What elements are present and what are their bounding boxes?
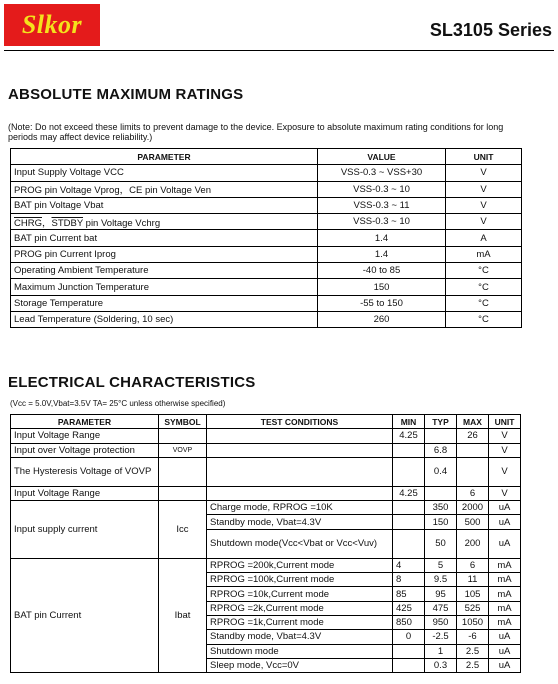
table-row bbox=[11, 263, 522, 279]
table-row bbox=[11, 230, 522, 246]
cell-max: 105 bbox=[457, 587, 489, 601]
cell-value: VSS-0.3 ~ 10 bbox=[318, 181, 446, 197]
cell-symbol bbox=[159, 457, 207, 486]
table-header-row bbox=[11, 149, 522, 165]
cell-test: Charge mode, RPROG =10K bbox=[207, 501, 393, 515]
table-header-row bbox=[11, 415, 521, 429]
cell-typ: 0.4 bbox=[425, 457, 457, 486]
cell-test: RPROG =2k,Current mode bbox=[207, 601, 393, 615]
cell-typ: 950 bbox=[425, 615, 457, 629]
cell-unit: mA bbox=[489, 558, 521, 572]
cell-unit: uA bbox=[489, 529, 521, 558]
cell-typ: 50 bbox=[425, 529, 457, 558]
cell-test bbox=[207, 486, 393, 500]
cell-unit: mA bbox=[489, 615, 521, 629]
cell-unit: V bbox=[489, 429, 521, 443]
cell-unit: V bbox=[489, 457, 521, 486]
amr-note: (Note: Do not exceed these limits to prevent damage to the device. Exposure to absolute maximum rating conditions for long periods may affect device reliability.) bbox=[8, 122, 504, 142]
cell-unit: V bbox=[489, 443, 521, 457]
cell-test: Standby mode, Vbat=4.3V bbox=[207, 515, 393, 529]
cell-min bbox=[393, 529, 425, 558]
cell-unit: °C bbox=[446, 295, 522, 311]
cell-test bbox=[207, 429, 393, 443]
cell-parameter: Input supply current bbox=[11, 501, 159, 559]
cell-parameter: Operating Ambient Temperature bbox=[11, 263, 318, 279]
table-row bbox=[11, 214, 522, 230]
cell-symbol: VOVP bbox=[159, 443, 207, 457]
cell-min bbox=[393, 515, 425, 529]
cell-test bbox=[207, 457, 393, 486]
cell-min bbox=[393, 501, 425, 515]
cell-typ: 1 bbox=[425, 644, 457, 658]
cell-symbol: Ibat bbox=[159, 558, 207, 672]
amr-title: ABSOLUTE MAXIMUM RATINGS bbox=[8, 86, 244, 103]
cell-parameter: Storage Temperature bbox=[11, 295, 318, 311]
col-test-conditions: TEST CONDITIONS bbox=[207, 415, 393, 429]
cell-value: VSS-0.3 ~ VSS+30 bbox=[318, 165, 446, 181]
cell-max: 26 bbox=[457, 429, 489, 443]
cell-test: Sleep mode, Vcc=0V bbox=[207, 658, 393, 672]
cell-test: Shutdown mode(Vcc<Vbat or Vcc<Vuv) bbox=[207, 529, 393, 558]
cell-unit: °C bbox=[446, 263, 522, 279]
cell-parameter: Maximum Junction Temperature bbox=[11, 279, 318, 295]
table-row bbox=[11, 181, 522, 197]
cell-unit: mA bbox=[489, 601, 521, 615]
cell-parameter: PROG pin Voltage Vprog，CE pin Voltage Ven bbox=[11, 181, 318, 197]
cell-test: RPROG =100k,Current mode bbox=[207, 573, 393, 587]
table-row bbox=[11, 558, 521, 572]
col-parameter: PARAMETER bbox=[11, 415, 159, 429]
cell-typ: 9.5 bbox=[425, 573, 457, 587]
cell-max: 200 bbox=[457, 529, 489, 558]
cell-unit: mA bbox=[489, 573, 521, 587]
cell-unit: A bbox=[446, 230, 522, 246]
table-row bbox=[11, 295, 522, 311]
table-row bbox=[11, 486, 521, 500]
col-parameter: PARAMETER bbox=[11, 149, 318, 165]
col-max: MAX bbox=[457, 415, 489, 429]
cell-min: 8 bbox=[393, 573, 425, 587]
cell-test: Shutdown mode bbox=[207, 644, 393, 658]
cell-min: 4.25 bbox=[393, 486, 425, 500]
cell-max: 2.5 bbox=[457, 658, 489, 672]
cell-value: -40 to 85 bbox=[318, 263, 446, 279]
cell-symbol: Icc bbox=[159, 501, 207, 559]
col-symbol: SYMBOL bbox=[159, 415, 207, 429]
cell-min: 0 bbox=[393, 630, 425, 644]
cell-max: 6 bbox=[457, 486, 489, 500]
electrical-characteristics-table bbox=[10, 414, 521, 673]
cell-min: 850 bbox=[393, 615, 425, 629]
cell-parameter: Input over Voltage protection bbox=[11, 443, 159, 457]
table-row bbox=[11, 443, 521, 457]
cell-value: 1.4 bbox=[318, 230, 446, 246]
cell-min: 4 bbox=[393, 558, 425, 572]
cell-unit: V bbox=[446, 165, 522, 181]
col-value: VALUE bbox=[318, 149, 446, 165]
cell-typ: 6.8 bbox=[425, 443, 457, 457]
chrg-label: CHRG bbox=[14, 217, 42, 229]
cell-typ bbox=[425, 486, 457, 500]
cell-min: 85 bbox=[393, 587, 425, 601]
cell-unit: V bbox=[446, 197, 522, 213]
cell-max: -6 bbox=[457, 630, 489, 644]
cell-typ bbox=[425, 429, 457, 443]
cell-parameter: Input Supply Voltage VCC bbox=[11, 165, 318, 181]
cell-min: 4.25 bbox=[393, 429, 425, 443]
cell-parameter: Input Voltage Range bbox=[11, 486, 159, 500]
cell-typ: 0.3 bbox=[425, 658, 457, 672]
cell-typ: 475 bbox=[425, 601, 457, 615]
cell-max bbox=[457, 443, 489, 457]
col-typ: TYP bbox=[425, 415, 457, 429]
separator: ， bbox=[41, 217, 52, 229]
cell-max: 2.5 bbox=[457, 644, 489, 658]
cell-test: RPROG =10k,Current mode bbox=[207, 587, 393, 601]
table-row bbox=[11, 311, 522, 327]
cell-max: 11 bbox=[457, 573, 489, 587]
cell-unit: uA bbox=[489, 658, 521, 672]
cell-value: -55 to 150 bbox=[318, 295, 446, 311]
cell-max: 525 bbox=[457, 601, 489, 615]
series-title: SL3105 Series bbox=[429, 20, 552, 40]
col-min: MIN bbox=[393, 415, 425, 429]
cell-min bbox=[393, 658, 425, 672]
cell-unit: uA bbox=[489, 630, 521, 644]
cell-max bbox=[457, 457, 489, 486]
cell-symbol bbox=[159, 486, 207, 500]
cell-parameter: BAT pin Current bat bbox=[11, 230, 318, 246]
cell-value: VSS-0.3 ~ 11 bbox=[318, 197, 446, 213]
pin-label: pin Voltage Vchrg bbox=[83, 217, 161, 229]
col-unit: UNIT bbox=[489, 415, 521, 429]
cell-parameter: BAT pin Current bbox=[11, 558, 159, 672]
cell-unit: uA bbox=[489, 515, 521, 529]
cell-unit: mA bbox=[446, 246, 522, 262]
cell-unit: V bbox=[446, 181, 522, 197]
table-row bbox=[11, 197, 522, 213]
cell-min bbox=[393, 457, 425, 486]
table-row bbox=[11, 429, 521, 443]
cell-max: 2000 bbox=[457, 501, 489, 515]
table-row bbox=[11, 246, 522, 262]
cell-min bbox=[393, 443, 425, 457]
header-divider bbox=[4, 50, 554, 51]
table-row bbox=[11, 165, 522, 181]
stdby-label: STDBY bbox=[51, 217, 84, 229]
col-unit: UNIT bbox=[446, 149, 522, 165]
cell-max: 1050 bbox=[457, 615, 489, 629]
cell-unit: V bbox=[489, 486, 521, 500]
cell-unit: V bbox=[446, 214, 522, 230]
cell-typ: -2.5 bbox=[425, 630, 457, 644]
cell-unit: mA bbox=[489, 587, 521, 601]
cell-unit: °C bbox=[446, 311, 522, 327]
cell-test: RPROG =200k,Current mode bbox=[207, 558, 393, 572]
cell-parameter: The Hysteresis Voltage of VOVP bbox=[11, 457, 159, 486]
ec-conditions: (Vcc = 5.0V,Vbat=3.5V TA= 25°C unless otherwise specified) bbox=[10, 399, 226, 408]
cell-min bbox=[393, 644, 425, 658]
cell-max: 500 bbox=[457, 515, 489, 529]
absolute-max-ratings-table bbox=[10, 148, 522, 328]
table-row bbox=[11, 279, 522, 295]
cell-parameter bbox=[11, 214, 318, 230]
ec-title: ELECTRICAL CHARACTERISTICS bbox=[8, 374, 256, 391]
cell-typ: 5 bbox=[425, 558, 457, 572]
logo-text: Slkor bbox=[21, 10, 83, 39]
cell-typ: 95 bbox=[425, 587, 457, 601]
cell-unit: °C bbox=[446, 279, 522, 295]
cell-typ: 150 bbox=[425, 515, 457, 529]
cell-parameter: PROG pin Current Iprog bbox=[11, 246, 318, 262]
cell-max: 6 bbox=[457, 558, 489, 572]
cell-test: RPROG =1k,Current mode bbox=[207, 615, 393, 629]
cell-typ: 350 bbox=[425, 501, 457, 515]
cell-parameter: Input Voltage Range bbox=[11, 429, 159, 443]
cell-unit: uA bbox=[489, 644, 521, 658]
cell-test: Standby mode, Vbat=4.3V bbox=[207, 630, 393, 644]
cell-parameter: BAT pin Voltage Vbat bbox=[11, 197, 318, 213]
cell-symbol bbox=[159, 429, 207, 443]
cell-test bbox=[207, 443, 393, 457]
cell-unit: uA bbox=[489, 501, 521, 515]
cell-parameter: Lead Temperature (Soldering, 10 sec) bbox=[11, 311, 318, 327]
table-row bbox=[11, 501, 521, 515]
brand-logo bbox=[4, 4, 100, 46]
cell-value: VSS-0.3 ~ 10 bbox=[318, 214, 446, 230]
cell-value: 150 bbox=[318, 279, 446, 295]
cell-value: 1.4 bbox=[318, 246, 446, 262]
table-row bbox=[11, 457, 521, 486]
cell-min: 425 bbox=[393, 601, 425, 615]
cell-value: 260 bbox=[318, 311, 446, 327]
